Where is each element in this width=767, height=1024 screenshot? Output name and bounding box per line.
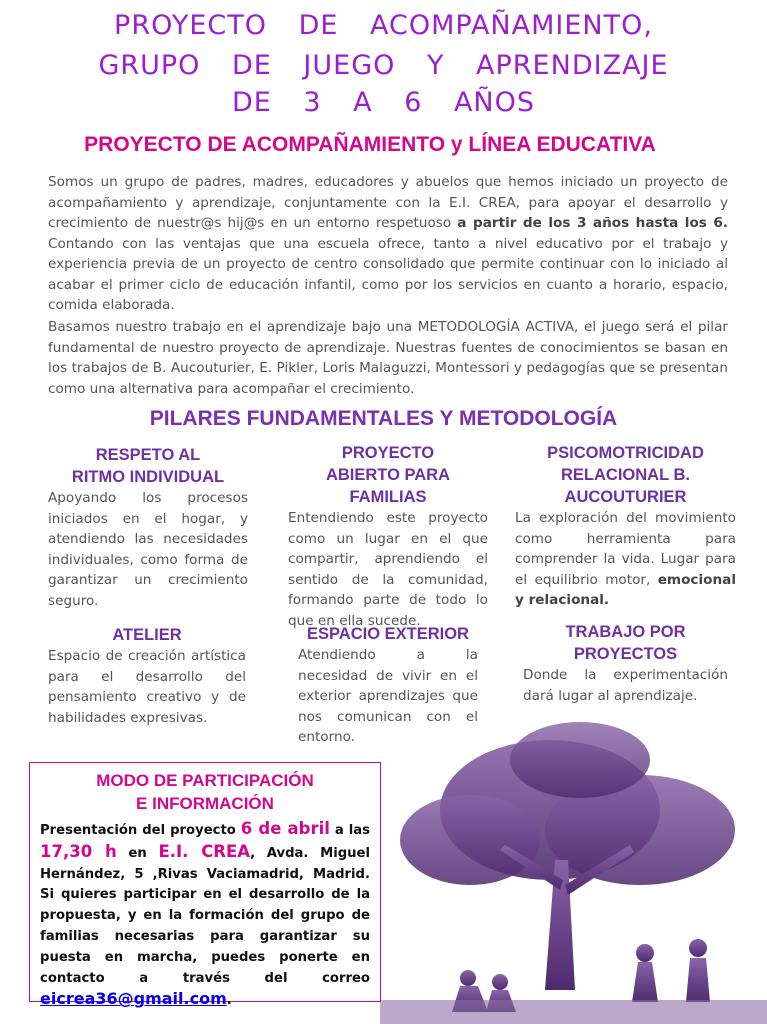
pillar-text: La exploración del movimiento como herramienta para comprender la vida. Lugar para el equilibrio motor, emocional y relacional.: [515, 510, 736, 608]
main-title-line-1: PROYECTO DE ACOMPAÑAMIENTO,: [114, 10, 653, 41]
participation-title: MODO DE PARTICIPACIÓN E INFORMACIÓN: [96, 771, 314, 813]
main-title-line-3: DE 3 A 6 AÑOS: [231, 87, 536, 118]
pillar-2: [288, 442, 488, 631]
pillar-text: Atendiendo a la necesidad de vivir en el exterior aprendizajes que nos comunican con el entorno.: [298, 647, 478, 745]
pillar-text: Espacio de creación artística para el desarrollo del pensamiento creativo y de habilidades expresivas.: [48, 648, 246, 726]
intro-paragraph-2: Basamos nuestro trabajo en el aprendizaje bajo una METODOLOGÍA ACTIVA, el juego será el pilar fundamental de nuestro proyecto de aprendizaje. Nuestras fuentes de conocimientos se basan en los trabajos de B. Aucouturier, E. Pikler, Loris Malaguzzi, Montessori y pedagogías que se presentan como una alternativa para acompañar el crecimiento.: [48, 319, 728, 397]
main-title-line-2: GRUPO DE JUEGO Y APRENDIZAJE: [98, 50, 669, 81]
pillar-title: PROYECTO ABIERTO PARA FAMILIAS: [325, 444, 451, 506]
pillar-text: Apoyando los procesos iniciados en el hogar, y atendiendo las necesidades individuales, como forma de garantizar un crecimiento seguro.: [48, 490, 248, 609]
pillar-4: [48, 624, 246, 728]
pillar-title: RESPETO AL RITMO INDIVIDUAL: [71, 446, 225, 486]
pillar-title: PSICOMOTRICIDAD RELACIONAL B. AUCOUTURIER: [547, 444, 704, 506]
pillars-title: PILARES FUNDAMENTALES Y METODOLOGÍA: [149, 407, 618, 430]
intro-paragraph-1: Somos un grupo de padres, madres, educadores y abuelos que hemos iniciado un proyecto de acompañamiento y aprendizaje, conjuntamente con la E.I. CREA, para apoyar el desarrollo y crecimiento de nuestr@s hij@s en un entorno respetuoso a partir de los 3 años hasta los 6. Contando con las ventajas que una escuela ofrece, tanto a nivel educativo por el trabajo y experiencia previa de un proyecto de centro consolidado que permite continuar con lo iniciado al acabar el primer ciclo de educación infantil, como por los servicios en cuanto a horario, espacio, comida elaborada.: [48, 174, 728, 313]
email-link[interactable]: eicrea36@gmail.com: [40, 989, 227, 1009]
pillar-title: ATELIER: [112, 626, 182, 644]
pillar-1: [48, 444, 248, 611]
pillar-title: ESPACIO EXTERIOR: [307, 625, 469, 643]
pillar-title: TRABAJO POR PROYECTOS: [565, 623, 686, 663]
pillar-3: [515, 442, 736, 611]
pillar-text: Entendiendo este proyecto como un lugar en el que compartir, aprendiendo el sentido de la comunidad, formando parte de todo lo que en ella sucede.: [288, 510, 488, 629]
subtitle: PROYECTO DE ACOMPAÑAMIENTO y LÍNEA EDUCATIVA: [84, 133, 656, 156]
pillar-6: [523, 621, 728, 706]
participation-text: Presentación del proyecto 6 de abril a las 17,30 h en E.I. CREA, Avda. Miguel Hernández, 5 ,Rivas Vaciamadrid, Madrid. Si quieres participar en el desarrollo de la propuesta, y en la formación del grupo de familias necesarias para garantizar su puesta en marcha, puedes ponerte en contacto a través del correo eicrea36@gmail.com.: [40, 819, 371, 1009]
tree-illustration: [380, 720, 767, 1024]
participation-box: [29, 762, 381, 1009]
pillar-text: Donde la experimentación dará lugar al aprendizaje.: [523, 667, 728, 704]
